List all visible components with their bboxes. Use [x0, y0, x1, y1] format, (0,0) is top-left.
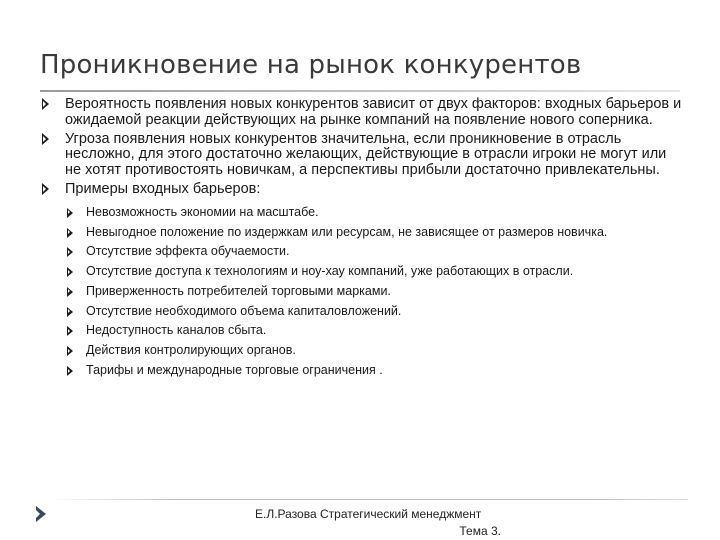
triangle-bullet-icon: [67, 208, 73, 218]
barrier-text: Невыгодное положение по издержкам или ресурсам, не зависящее от размеров новичка.: [86, 224, 608, 239]
footer-divider: [48, 499, 688, 500]
triangle-bullet-icon: [42, 133, 49, 145]
barrier-list: [40, 206, 685, 378]
bullet-text: Примеры входных барьеров:: [65, 180, 261, 197]
barrier-text: Невозможность экономии на масштабе.: [86, 204, 319, 219]
barrier-text: Отсутствие эффекта обучаемости.: [86, 244, 290, 259]
bullet-point: [40, 132, 685, 179]
barrier-item: [40, 364, 685, 378]
barrier-item: [40, 344, 685, 358]
footer-topic: Тема 3.: [459, 524, 501, 538]
barrier-text: Тарифы и международные торговые ограничения .: [86, 363, 383, 378]
triangle-bullet-icon: [67, 326, 73, 336]
barrier-text: Отсутствие доступа к технологиям и ноу-хау компаний, уже работающих в отрасли.: [86, 264, 574, 279]
barrier-item: [40, 305, 685, 319]
slide-title: Проникновение на рынок конкурентов: [40, 50, 582, 80]
navigation-arrow-icon[interactable]: [36, 506, 46, 522]
barrier-text: Действия контролирующих органов.: [86, 343, 296, 358]
bullet-point: [40, 97, 685, 129]
barrier-item: [40, 285, 685, 299]
bullet-point: [40, 182, 685, 198]
triangle-bullet-icon: [67, 228, 73, 238]
triangle-bullet-icon: [67, 307, 73, 317]
barrier-item: [40, 245, 685, 259]
barrier-item: [40, 324, 685, 338]
title-divider: [40, 90, 680, 92]
triangle-bullet-icon: [42, 183, 49, 195]
footer-author: Е.Л.Разова Стратегический менеджмент: [255, 507, 482, 521]
barrier-text: Отсутствие необходимого объема капиталовложений.: [86, 303, 402, 318]
barrier-item: [40, 265, 685, 279]
triangle-bullet-icon: [67, 366, 73, 376]
triangle-bullet-icon: [67, 346, 73, 356]
triangle-bullet-icon: [42, 98, 49, 110]
triangle-bullet-icon: [67, 287, 73, 297]
bullet-text: Угроза появления новых конкурентов значительна, если проникновение в отрасль несложно, для этого достаточно желающих, действующие в отрасли игроки не могут или не хотят противостоять новичкам, а перспективы прибыли достаточно привлекательны.: [65, 130, 667, 179]
triangle-bullet-icon: [67, 247, 73, 257]
slide-content: [40, 97, 685, 384]
barrier-item: [40, 206, 685, 220]
slide-footer: [255, 506, 515, 540]
bullet-text: Вероятность появления новых конкурентов зависит от двух факторов: входных барьеров и ожидаемой реакции действующих на рынке компаний на появление нового соперника.: [65, 96, 682, 128]
barrier-text: Недоступность каналов сбыта.: [86, 323, 267, 338]
barrier-item: [40, 226, 685, 240]
triangle-bullet-icon: [67, 267, 73, 277]
barrier-text: Приверженность потребителей торговыми марками.: [86, 283, 391, 298]
